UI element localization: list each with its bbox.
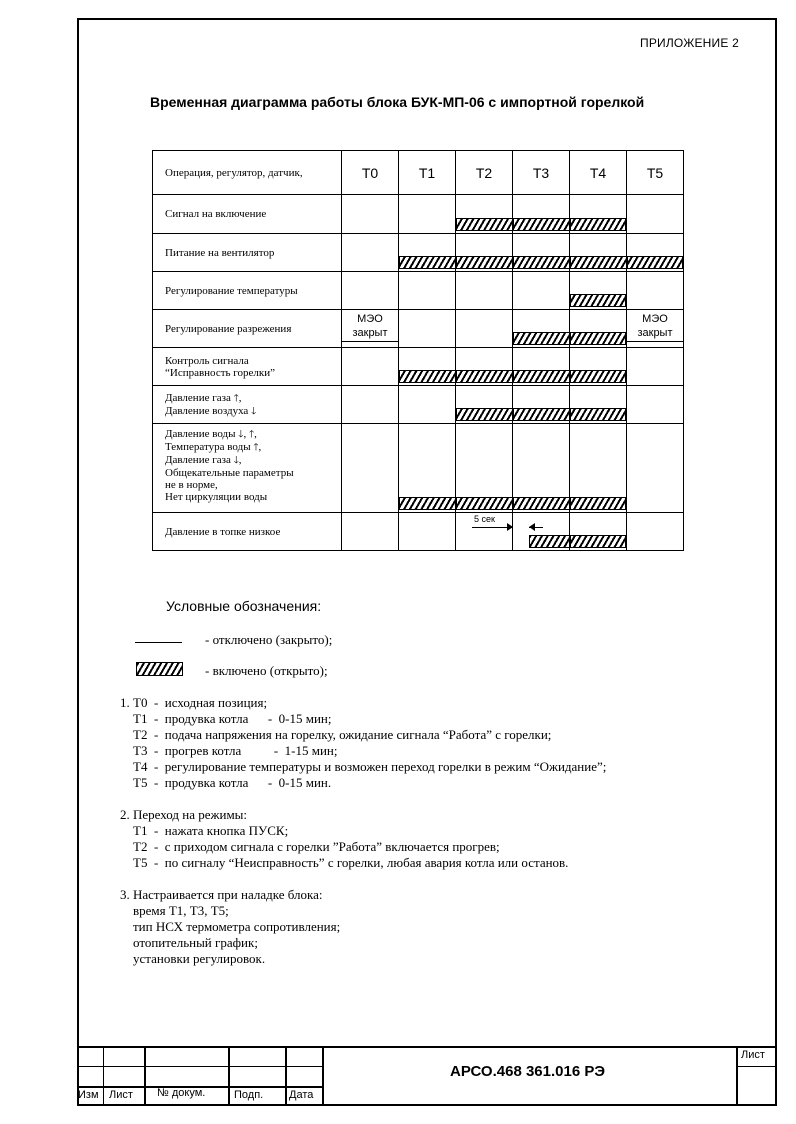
stamp-sign-label: Подп. [234,1089,264,1101]
row-label-text: Общекательные параметры [165,467,294,479]
row-label-text: Контроль сигнала “Исправность горелки” [165,354,276,379]
stamp-izm-label: Изм [78,1089,99,1101]
on-bar [513,370,570,383]
mea-closed-left [342,312,398,340]
on-bar [399,256,456,269]
note-line: Т5 - продувка котла - 0-15 мин. [120,775,332,790]
mea-closed-text: МЭО закрыт [637,313,673,339]
on-bar [513,256,570,269]
table-row [153,513,684,551]
on-bar [529,535,570,548]
legend-title: Условные обозначения: [166,598,322,614]
stamp-date-label: Дата [289,1089,314,1101]
arrow-up-icon: 🡑 [233,392,239,404]
on-bar [513,497,570,510]
on-bar [399,497,456,510]
row-label-text: Давление воды [165,428,236,440]
stamp-sheet-label: Лист [741,1049,765,1061]
note-line [120,871,606,887]
row-label: Регулирование температуры [153,272,342,310]
on-bar [513,408,570,421]
table-row [153,348,684,386]
legend-off-line [135,642,182,643]
period-t2: T2 [456,151,513,195]
note-line: Т3 - прогрев котла - 1-15 мин; [120,743,338,758]
note-line: Т1 - продувка котла - 0-15 мин; [120,711,332,726]
on-bar [570,256,627,269]
table-row [153,272,684,310]
period-t4: T4 [570,151,627,195]
on-bar [570,408,626,421]
arrow-down-icon: 🡓 [238,429,244,440]
note-line: 2. Переход на режимы: [120,807,248,822]
note-line: Т2 - подача напряжения на горелку, ожидание сигнала “Работа” с горелки; [120,727,552,742]
on-bar [456,218,513,231]
on-bar [456,408,513,421]
note-line: тип НСХ термометра сопротивления; [120,919,341,934]
row-label-text: Нет циркуляции воды [165,491,268,503]
arrow-up-icon: 🡑 [253,442,259,453]
note-line: время Т1, Т3, Т5; [120,903,229,918]
delay-arrow-line [472,527,512,528]
legend-on-label: - включено (открыто); [205,663,328,678]
note-line: Т1 - нажата кнопка ПУСК; [120,823,289,838]
stamp-docno-label: № докум. [157,1087,206,1099]
row-label-text: , [254,428,257,440]
row-label: Регулирование разрежения [153,310,342,348]
on-bar [570,535,626,548]
arrow-up-icon: 🡑 [248,429,255,440]
note-line: 3. Настраивается при наладке блока: [120,887,323,902]
row-label: Давление воды 🡓, 🡑, Температура воды 🡑, Давление газа 🡓, Общекательные параметры не в норме, Нет циркуляции воды [153,424,342,513]
on-bar [627,256,683,269]
mea-closed-text: МЭО закрыт [352,313,388,339]
row-label-text: , [238,454,242,466]
row-label: Питание на вентилятор [153,234,342,272]
appendix-label: ПРИЛОЖЕНИЕ 2 [640,36,739,50]
table-row [153,310,684,348]
row-label: Сигнал на включение [153,195,342,234]
timing-diagram-table [152,150,684,551]
on-bar [513,218,570,231]
note-line: установки регулировок. [120,951,266,966]
period-t5: T5 [627,151,684,195]
legend-on-hatch [136,662,183,676]
on-bar [456,370,513,383]
table-row [153,234,684,272]
page-title: Временная диаграмма работы блока БУК-МП-06 с импортной горелкой [150,94,645,110]
row-label [153,348,342,386]
table-row [153,195,684,234]
note-line: 1. Т0 - исходная позиция; [120,695,268,710]
period-t3: T3 [513,151,570,195]
note-line [120,791,606,807]
on-bar [570,332,626,345]
row-label-text: Температура воды [165,441,251,453]
note-line: Т4 - регулирование температуры и возможен переход горелки в режим “Ожидание”; [120,759,607,774]
document-number: АРСО.468 361.016 РЭ [450,1063,606,1080]
arrow-down-icon: 🡓 [251,405,257,417]
row-label-text: Давление воздуха [165,404,249,417]
mea-closed-right [627,312,683,340]
on-bar [570,218,626,231]
off-line [342,341,398,342]
stamp-list-label: Лист [109,1089,133,1101]
on-bar [570,370,626,383]
table-row [153,424,684,513]
row-label [153,386,342,424]
on-bar [399,370,456,383]
off-line [627,341,683,342]
table-header-row [153,151,684,195]
on-bar [456,497,513,510]
note-line: отопительный график; [120,935,258,950]
legend-off-label: - отключено (закрыто); [205,632,333,647]
notes [120,695,606,967]
row-label-text: , [238,391,242,404]
arrow-left-icon [529,523,535,531]
on-bar [513,332,570,345]
row-label-text: не в норме, [165,479,218,491]
table-head-label: Операция, регулятор, датчик, [153,151,342,195]
on-bar [456,256,513,269]
arrow-down-icon: 🡓 [233,455,239,466]
delay-label: 5 сек [474,514,495,524]
row-label-text: Давление газа [165,391,231,404]
note-line: Т5 - по сигналу “Неисправность” с горелки, любая авария котла или останов. [120,855,569,870]
on-bar [570,294,626,307]
title-block [77,1046,777,1106]
period-t1: T1 [399,151,456,195]
period-t0: T0 [342,151,399,195]
table-row [153,386,684,424]
on-bar [570,497,626,510]
row-label-text: Давление газа [165,454,231,466]
note-line: Т2 - с приходом сигнала с горелки ”Работа” включается прогрев; [120,839,500,854]
row-label: Давление в топке низкое [153,513,342,551]
